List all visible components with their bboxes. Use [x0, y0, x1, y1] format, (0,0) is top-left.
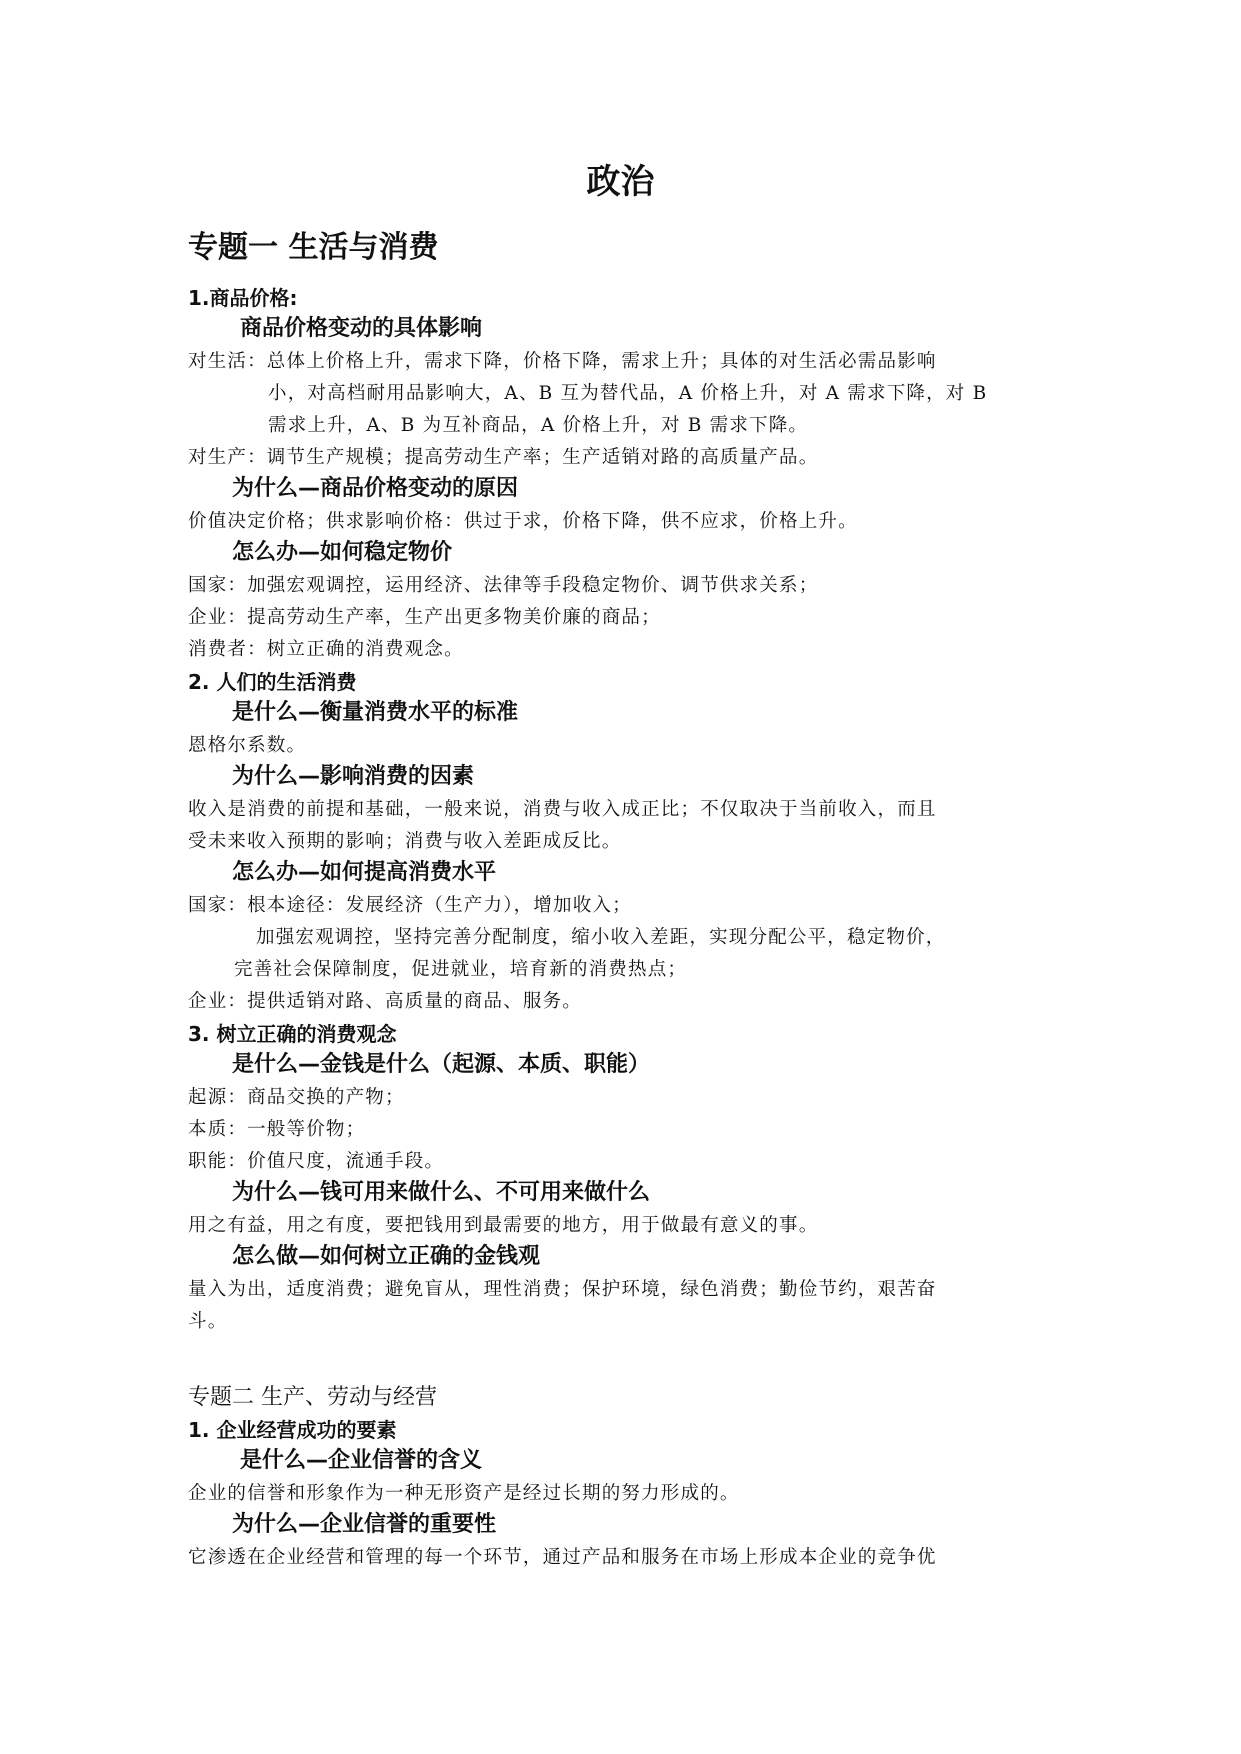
paragraph-line: 它渗透在企业经营和管理的每一个环节，通过产品和服务在市场上形成本企业的竞争优 — [188, 1547, 937, 1568]
paragraph-line: 收入是消费的前提和基础，一般来说，消费与收入成正比；不仅取决于当前收入，而且 — [188, 799, 937, 820]
topic1-section1-subheading3: 怎么办—如何稳定物价 — [232, 540, 453, 565]
paragraph-line: 企业：提高劳动生产率，生产出更多物美价廉的商品； — [188, 607, 661, 628]
paragraph-line: 本质：一般等价物； — [188, 1119, 366, 1140]
topic1-heading: 专题一 生活与消费 — [188, 230, 439, 265]
topic1-section3-heading: 3. 树立正确的消费观念 — [188, 1022, 397, 1046]
paragraph-line: 斗。 — [188, 1311, 228, 1332]
paragraph-line: 完善社会保障制度，促进就业，培育新的消费热点； — [234, 959, 688, 980]
paragraph-line: 用之有益，用之有度，要把钱用到最需要的地方，用于做最有意义的事。 — [188, 1215, 819, 1236]
paragraph-line: 对生活：总体上价格上升，需求下降，价格下降，需求上升；具体的对生活必需品影响 — [188, 351, 937, 372]
paragraph-line: 恩格尔系数。 — [188, 735, 307, 756]
topic1-section2-subheading1: 是什么—衡量消费水平的标准 — [232, 700, 519, 725]
topic2-section1-subheading2: 为什么—企业信誉的重要性 — [232, 1512, 497, 1537]
page-title: 政治 — [586, 162, 655, 202]
paragraph-line: 企业：提供适销对路、高质量的商品、服务。 — [188, 991, 583, 1012]
topic1-section2-heading: 2. 人们的生活消费 — [188, 670, 357, 694]
paragraph-line: 加强宏观调控，坚持完善分配制度，缩小收入差距，实现分配公平，稳定物价， — [256, 927, 946, 948]
topic2-section1-heading: 1. 企业经营成功的要素 — [188, 1418, 397, 1442]
paragraph-line: 对生产：调节生产规模；提高劳动生产率；生产适销对路的高质量产品。 — [188, 447, 819, 468]
topic1-section2-subheading3: 怎么办—如何提高消费水平 — [232, 860, 497, 885]
paragraph-line: 量入为出，适度消费；避免盲从，理性消费；保护环境，绿色消费；勤俭节约，艰苦奋 — [188, 1279, 937, 1300]
topic1-section2-subheading2: 为什么—影响消费的因素 — [232, 764, 475, 789]
paragraph-line: 小，对高档耐用品影响大，A、B 互为替代品，A 价格上升，对 A 需求下降，对 B — [268, 383, 988, 404]
topic1-section1-subheading1: 商品价格变动的具体影响 — [240, 316, 483, 341]
topic1-section1-subheading2: 为什么—商品价格变动的原因 — [232, 476, 519, 501]
topic1-section3-subheading1: 是什么—金钱是什么（起源、本质、职能） — [232, 1052, 651, 1077]
paragraph-line: 国家：加强宏观调控，运用经济、法律等手段稳定物价、调节供求关系； — [188, 575, 819, 596]
paragraph-line: 国家：根本途径：发展经济（生产力），增加收入； — [188, 895, 632, 916]
topic1-section3-subheading3: 怎么做—如何树立正确的金钱观 — [232, 1244, 541, 1269]
paragraph-line: 起源：商品交换的产物； — [188, 1087, 405, 1108]
paragraph-line: 职能：价值尺度，流通手段。 — [188, 1151, 445, 1172]
paragraph-line: 需求上升，A、B 为互补商品，A 价格上升，对 B 需求下降。 — [268, 415, 809, 436]
topic1-section3-subheading2: 为什么—钱可用来做什么、不可用来做什么 — [232, 1180, 651, 1205]
topic2-section1-subheading1: 是什么—企业信誉的含义 — [240, 1448, 483, 1473]
paragraph-line: 受未来收入预期的影响；消费与收入差距成反比。 — [188, 831, 622, 852]
topic2-heading: 专题二 生产、劳动与经营 — [188, 1385, 437, 1410]
paragraph-line: 消费者：树立正确的消费观念。 — [188, 639, 464, 660]
topic1-section1-heading: 1.商品价格: — [188, 286, 298, 310]
paragraph-line: 价值决定价格；供求影响价格：供过于求，价格下降，供不应求，价格上升。 — [188, 511, 858, 532]
paragraph-line: 企业的信誉和形象作为一种无形资产是经过长期的努力形成的。 — [188, 1483, 740, 1504]
